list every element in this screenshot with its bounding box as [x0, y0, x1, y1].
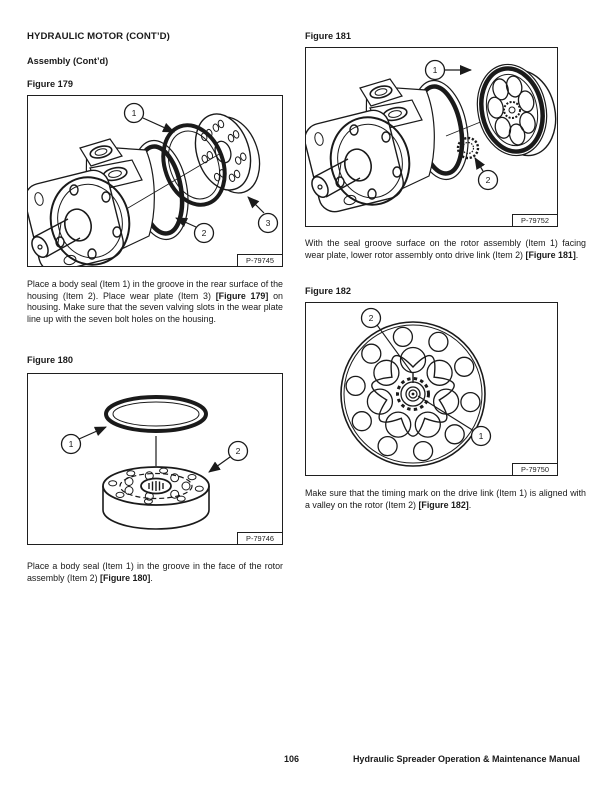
figure-179-drawing [28, 96, 282, 266]
body-seal-oring [106, 397, 206, 431]
para-text: With the seal groove surface on the rotor assembly (Item 1) facing wear plate, lower rotor assembly onto drive link (Item 2) [305, 238, 586, 260]
svg-text:3: 3 [265, 218, 271, 228]
figure-180-box [27, 373, 283, 545]
figure-181-drawing [306, 48, 557, 226]
svg-text:1: 1 [432, 65, 438, 75]
figure-181-box [305, 47, 558, 227]
rotor-lobes [372, 356, 454, 437]
para-text: . [575, 249, 579, 260]
svg-text:2: 2 [485, 175, 491, 185]
para-text: . [468, 499, 472, 510]
callout-2 [475, 158, 498, 190]
manual-title: Hydraulic Spreader Operation & Maintenance Manual [352, 754, 580, 764]
svg-text:1: 1 [131, 108, 137, 118]
figure-ref: [Figure 181] [525, 249, 576, 260]
page-title: HYDRAULIC MOTOR (CONT’D) [27, 31, 170, 42]
para-text: Place a body seal (Item 1) in the groove in the face of the rotor assembly (Item 2) [27, 561, 283, 583]
figure-ref: [Figure 179] [215, 290, 269, 301]
figure-ref: [Figure 180] [100, 572, 151, 583]
photo-id-label: P-79746 [237, 532, 282, 544]
rotor-assembly [103, 467, 209, 529]
photo-id-label: P-79752 [512, 214, 557, 226]
callout-1 [62, 427, 107, 454]
figure-181-label: Figure 181 [305, 31, 351, 41]
callout-3 [248, 197, 278, 233]
figure-179-label: Figure 179 [27, 79, 73, 89]
svg-text:1: 1 [68, 439, 74, 449]
figure-182-label: Figure 182 [305, 286, 351, 296]
para-text: Place a body seal (Item 1) in the groove in the rear surface of the housing (Item 2). Place wear plate (Item 3) [27, 279, 283, 301]
figure-182-drawing [306, 303, 557, 475]
svg-text:2: 2 [201, 228, 207, 238]
figure-ref: [Figure 182] [418, 499, 469, 510]
callout-2 [209, 442, 248, 473]
figure-180-drawing [28, 374, 282, 544]
para-text: on housing. Make sure that the seven valving slots in the wear plate line up with the seven bolt holes on the housing. [27, 290, 283, 324]
rotor-assembly [469, 58, 557, 162]
svg-text:2: 2 [235, 446, 241, 456]
photo-id-label: P-79745 [237, 254, 282, 266]
page-number: 106 [284, 754, 300, 764]
photo-id-label: P-79750 [512, 463, 557, 475]
callout-1 [125, 104, 175, 133]
callout-1 [426, 61, 472, 80]
figure-182-box [305, 302, 558, 476]
wear-plate [186, 107, 269, 200]
svg-text:1: 1 [478, 431, 484, 441]
section-subtitle: Assembly (Cont’d) [27, 56, 109, 66]
instruction-paragraph-180 [27, 561, 283, 584]
figure-180-label: Figure 180 [27, 355, 73, 365]
instruction-paragraph-181 [305, 238, 586, 261]
para-text: . [150, 572, 153, 583]
svg-text:2: 2 [368, 313, 374, 323]
figure-179-box [27, 95, 283, 267]
rotor-front-view [341, 322, 485, 466]
para-text: Make sure that the timing mark on the drive link (Item 1) is aligned with a valley on the rotor (Item 2) [305, 488, 586, 510]
instruction-paragraph-179 [27, 279, 283, 325]
instruction-paragraph-182 [305, 488, 586, 511]
